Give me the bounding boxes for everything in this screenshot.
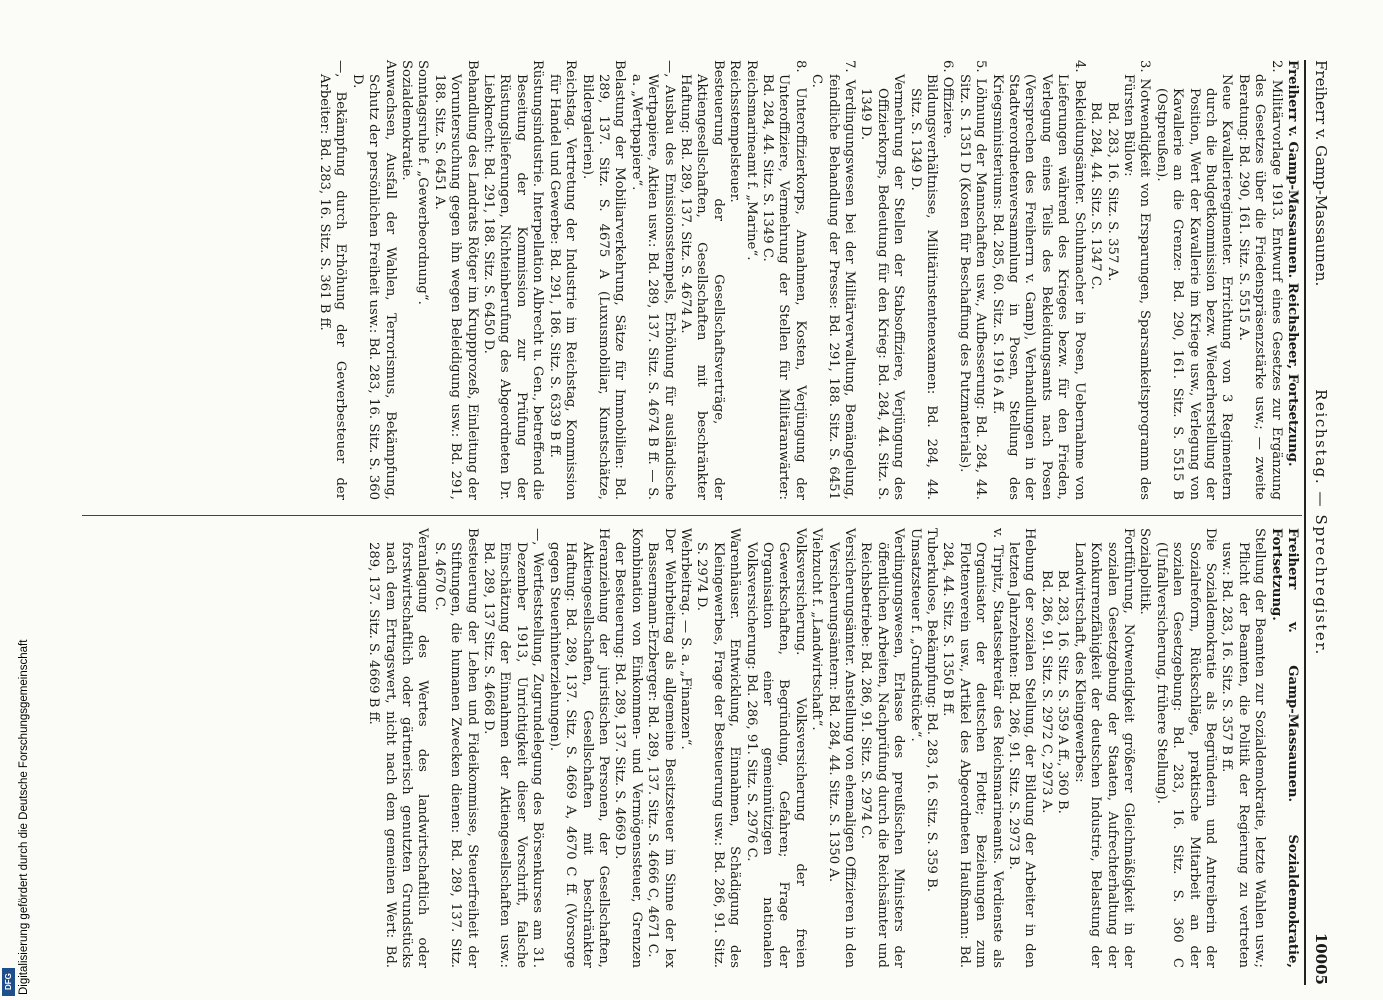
index-entry: Reichsstempelsteuer. [727,60,743,203]
index-entry: Belastung der Mobiliarverkehrung, Sätze für Immobilien: Bd. 289, 137. Sitz. S. 4675 A (Luxusmobiliar, Kunstschätze, Bildergalerien). [579,60,628,500]
index-entry: Bd. 283, 16. Sitz. S. 357 A. [1104,102,1120,282]
header-rule [1304,60,1306,985]
index-entry: Sozialdemokratie. [399,60,415,181]
index-entry: Neue Kavallerieregimenter. Errichtung von 3 Regimentern durch die Budgetkommission bezw. Wiederherstellung der Position, Wert der Kavallerie im Kriege usw., Verlegung von Kavallerie an die Grenze: Bd. 290, 161. Sitz. S. 5515 B (Ostpreußen). [1153,74,1235,500]
index-entry: v. Tirpitz, Staatssekretär des Reichsmarineamts. Verdienste als Organisator der deutschen Flotte; Beziehungen zum Flottenverein usw., Artikel des Abgeordneten Haußmann: Bd. 284, 44. Sitz. S. 1350 B ff. [940,528,1005,968]
index-entry: Freiherr v. Gamp-Massaunen. Reichsheer, Fortsetzung. [1285,60,1300,467]
index-entry: Sozialpolitik. [1137,528,1153,615]
index-entry: Reichsmarineamt f. „Marine“. [743,60,759,261]
index-entry: Stellung der Beamten zur Sozialdemokratie, letzte Wahlen usw.; Pflicht der Beamten, die Politik der Regierung zu vertreten usw.: Bd. 283, 16. Sitz. S. 357 B ff. [1219,528,1268,968]
index-entry: Reichstag. Vertretung der Industrie im Reichstag, Kommission für Handel und Gewerbe: Bd. 291, 186. Sitz. S. 6339 B ff. [546,60,579,500]
digitization-footer: Digitalisierung gefördert durch die Deutsche Forschungsgemeinschaft [18,639,30,995]
index-entry: Bd. 286, 91. Sitz. S. 2972 C, 2973 A. [1038,570,1054,814]
index-entry: —, Ausbau des Emissionsstempels, Erhöhung für ausländische Wertpapiere, Aktien usw.: Bd. 289, 137. Sitz. S. 4674 B ff. — S. a. „Wertpapiere“. [628,60,677,500]
index-entry: Besteuerung der Lehen und Fideikommisse, Steuerfreiheit der Stiftungen, die humanen Zwecken dienen: Bd. 289, 137. Sitz. S. 4670 C. [431,528,480,968]
index-entry: Die Sozialdemokratie als Begründerin und Antreiberin der Sozialreform, Rückschläge, praktische Mitarbeit an der sozialen Gesetzgebung: Bd. 283, 16. Sitz. S. 360 C (Unfallversicherung, frühere Stellung). [1153,528,1218,968]
index-entry: 5. Löhnung der Mannschaften usw., Aufbesserung: Bd. 284, 44. Sitz. S. 1351 D (Kosten für Beschaffung des Putzmaterials). [956,60,989,500]
page-number: 10005 [1312,932,1330,985]
index-entry: 6. Offiziere. [940,60,956,139]
index-entry: Verdingungswesen, Erlasse des preußischen Ministers der öffentlichen Arbeiten, Nachprüfung durch die Reichsämter und Reichsbetriebe: Bd. 286, 91. Sitz. S. 2974 C. [858,528,907,968]
index-entry: —, Wertfeststellung, Zugrundelegung des Börsenkurses am 31. Dezember 1913, Unrichtigkeit dieser Vorschrift, falsche Einschätzung der Einnahmen der Aktiengesellschaften usw.: Bd. 289, 137 Sitz. S. 4668 D. [481,528,546,968]
index-entry: 8. Unteroffizierkorps, Annahmen, Kosten, Verjüngung der Unteroffiziere, Vermehrung der Stellen für Militäranwärter: Bd. 284, 44. Sitz. S. 1349 C. [760,60,808,500]
index-entry: Heranziehung der juristischen Personen, der Gesellschaften, Aktiengesellschaften, Gesellschaften mit beschränkter Haftung: Bd. 289, 137. Sitz. S. 4669 A, 4670 C ff. (Vorsorge gegen Steuerhinterziehungen). [546,528,611,968]
index-entry: Volksversicherung. Volksversicherung der freien Gewerkschaften, Begründung, Gefahren; Frage der Organisation einer gemeinnützigen nationalen Volksversicherung: Bd. 286, 91. Sitz. S. 2976 C. [743,528,808,968]
index-entry: Umsatzsteuer f. „Grundstücke“. [907,528,923,742]
index-entry: Bildungsverhältnisse, Militärinstentenexamen: Bd. 284, 44. Sitz. S. 1349 D. [907,74,940,500]
index-entry: 3. Notwendigkeit von Ersparungen, Sparsamkeitsprogramm des Fürsten Bülow: [1120,60,1153,500]
index-entry: Freiherr v. Gamp-Massaunen. Sozialdemokratie, Fortsetzung. [1268,528,1300,968]
index-entry: Fortführung, Notwendigkeit größerer Gleichmäßigkeit in der sozialen Gesetzgebung der Staaten, Aufrechterhaltung der Konkurrenzfähigkeit der deutschen Industrie, Belastung der Landwirtschaft, des Kleingewerbes: [1071,528,1136,968]
left-column [316,60,1300,500]
index-entry: Bd. 284, 44. Sitz. S. 1347 C. [1088,102,1104,290]
index-entry: —, Bekämpfung durch Erhöhung der Gewerbesteuer der Arbeiter: Bd. 283, 16. Sitz. S. 361 B ff. [317,60,349,500]
index-entry: Bd. 283, 16. Sitz. S. 359 A ff., 360 B. [1055,570,1071,814]
running-head-center: Reichstag. — Sprechregister. [1312,389,1330,656]
index-entry: Vermehrung der Stellen der Stabsoffiziere, Verjüngung des Offizierkorps, Bedeutung für den Krieg: Bd. 284, 44. Sitz. S. 1349 D. [858,74,907,500]
index-entry: Der Wehrbeitrag als allgemeine Besitzsteuer im Sinne der lex Bassermann-Erzberger: Bd. 289, 137. Sitz. S. 4666 C, 4671 C. [645,528,677,968]
index-entry: 2. Militärvorlage 1913. Entwurf eines Gesetzes zur Ergänzung des Gesetzes über die Friedenspräsenzstärke usw.; — zweite Beratung: Bd. 290, 161. Sitz. S. 5515 A. [1235,60,1284,500]
index-entry: Hebung der sozialen Stellung, der Bildung der Arbeiter in den letzten Jahrzehnten: Bd. 286, 91. Sitz. S. 2973 B. [1006,528,1038,968]
index-entry: Versicherungsämter. Anstellung von ehemaligen Offizieren in den Versicherungsämtern: Bd. 284, 44. Sitz. S. 1350 A. [825,528,858,968]
index-entry: Rüstungsindustrie. Interpellation Albrecht u. Gen., betreffend die Beseitung der Kommission zur Prüfung der Rüstungslieferungen, Nichteinberufung des Abgeordneten Dr. Liebknecht: Bd. 291, 188. Sitz. S. 6450 D. [481,60,546,500]
index-entry: Anwachsen, Ausfall der Wahlen, Terrorismus, Bekämpfung, Schutz der persönlichen Freiheit usw.: Bd. 283, 16. Sitz. S. 360 D. [349,60,398,500]
dfg-logo-icon: DFG [2,968,15,996]
index-entry: Sonntagsruhe f. „Gewerbeordnung“. [415,60,431,305]
index-entry: Wehrbeitrag. — S. a. „Finanzen“. [677,528,693,750]
index-entry: Behandlung des Landrats Rötger im Kruppprozeß, Einleitung der Voruntersuchung gegen ihn wegen Beleidigung usw.: Bd. 291, 188. Sitz. S. 6451 A. [431,60,480,500]
index-entry: Viehzucht f. „Landwirtschaft“. [809,528,825,731]
index-entry: 4. Bekleidungsämter. Schuhmacher in Posen, Uebernahme von Lieferungen während des Krieges bezw. für den Frieden, Verlegung eines Teils des Bekleidungsamts nach Posen (Versprechen des Freiherrn v. Gamp), Verhandlungen in der Stadtverordnetenversammlung in Posen, Stellung des Kriegsministeriums: Bd. 285, 60. Sitz. S. 1916 A ff. [989,60,1087,500]
index-entry: Warenhäuser. Entwicklung, Einnahmen, Schädigung des Kleingewerbes, Frage der Besteuerung usw.: Bd. 286, 91. Sitz. S. 2974 D. [694,528,743,968]
index-entry: Veranlagung des Wertes des landwirtschaftlich oder forstwirtschaftlich oder gärtnerisch genutzten Grundstücks nach dem Ertragswert, nicht nach dem gemeinen Wert: Bd. 289, 137. Sitz. S. 4669 B ff. [366,528,431,968]
index-entry: Besteuerung der Gesellschaftsverträge, der Aktiengesellschaften, Gesellschaften mit beschränkter Haftung: Bd. 289, 137. Sitz. S. 4674 A. [677,60,726,500]
rotated-document-page [70,60,1330,985]
index-entry: Tuberkulose, Bekämpfung: Bd. 283, 16. Sitz. S. 359 B. [924,528,940,892]
column-divider [82,515,1302,516]
running-head-left: Freiherr v. Gamp-Massaunen. [1312,60,1330,287]
right-column [365,528,1300,968]
index-entry: 7. Verdingungswesen bei der Militärverwaltung, Bemängelung, feindliche Behandlung der Presse: Bd. 291, 188. Sitz. S. 6451 C. [809,60,858,500]
index-entry: Kombination von Einkommen- und Vermögenssteuer, Grenzen der Besteuerung: Bd. 289, 137. Sitz. S. 4669 D. [612,528,644,968]
